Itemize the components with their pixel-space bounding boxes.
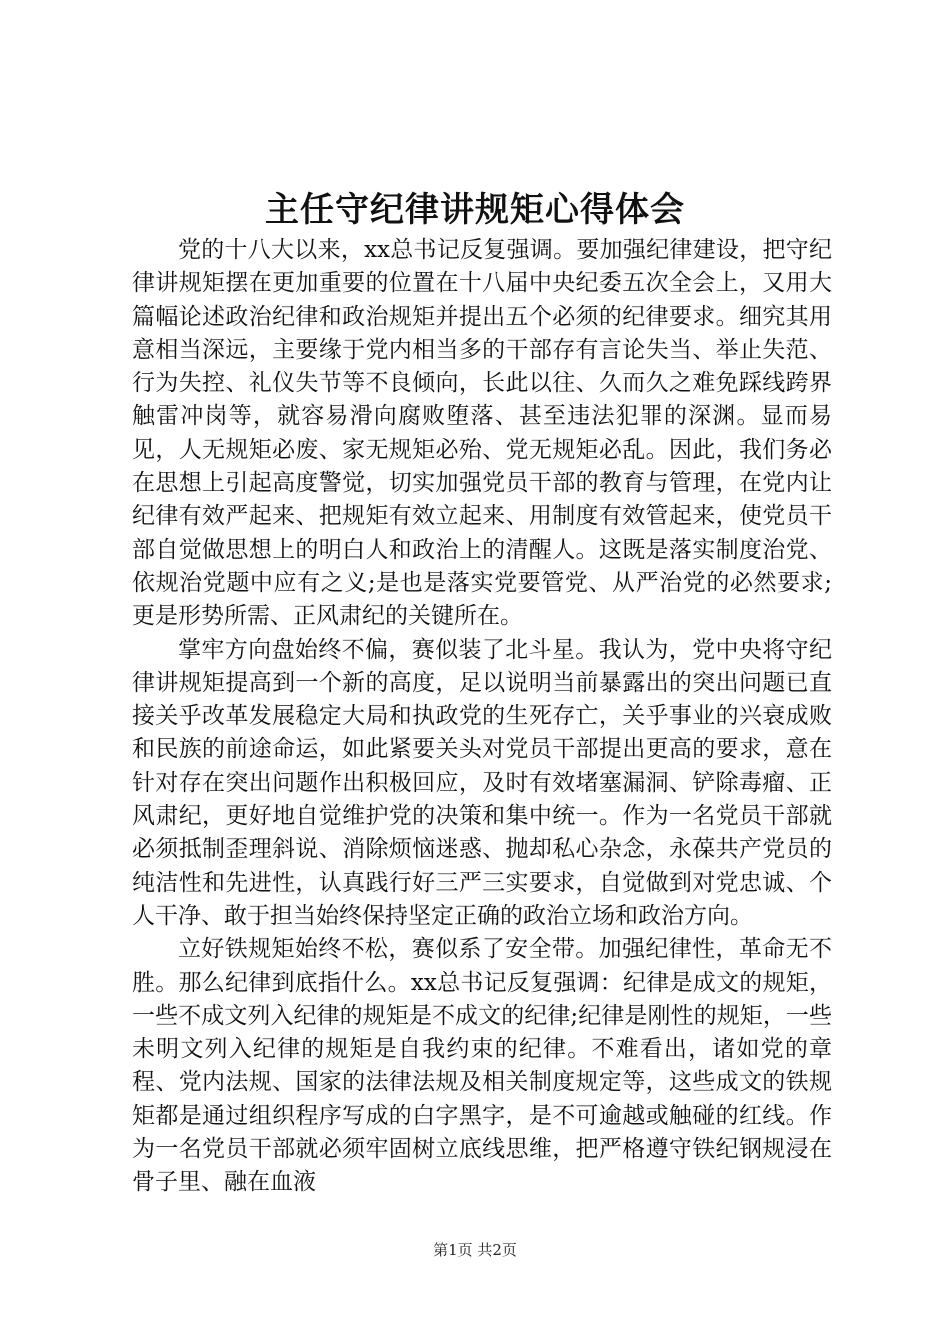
document-body	[132, 234, 832, 1200]
document-title: 主任守纪律讲规矩心得体会	[265, 190, 685, 230]
body-paragraph-3: 立好铁规矩始终不松，赛似系了安全带。加强纪律性，革命无不胜。那么纪律到底指什么。xx总书记反复强调：纪律是成文的规矩，一些不成文列入纪律的规矩是不成文的纪律;纪律是刚性的规矩，一些未明文列入纪律的规矩是自我约束的纪律。不难看出，诸如党的章程、党内法规、国家的法律法规及相关制度规定等，这些成文的铁规矩都是通过组织程序写成的白字黑字，是不可逾越或触碰的红线。作为一名党员干部就必须牢固树立底线思维，把严格遵守铁纪钢规浸在骨子里、融在血液	[132, 936, 832, 1196]
body-paragraph-2: 掌牢方向盘始终不偏，赛似装了北斗星。我认为，党中央将守纪律讲规矩提高到一个新的高度，足以说明当前暴露出的突出问题已直接关乎改革发展稳定大局和执政党的生死存亡，关乎事业的兴衰成败和民族的前途命运，如此紧要关头对党员干部提出更高的要求，意在针对存在突出问题作出积极回应，及时有效堵塞漏洞、铲除毒瘤、正风肃纪，更好地自觉维护党的决策和集中统一。作为一名党员干部就必须抵制歪理斜说、消除烦恼迷惑、抛却私心杂念，永葆共产党员的纯洁性和先进性，认真践行好三严三实要求，自觉做到对党忠诚、个人干净、敢于担当始终保持坚定正确的政治立场和政治方向。	[132, 636, 832, 929]
page-number-footer: 第1页 共2页	[433, 1241, 517, 1259]
body-paragraph-1: 党的十八大以来，xx总书记反复强调。要加强纪律建设，把守纪律讲规矩摆在更加重要的位置在十八届中央纪委五次全会上，又用大篇幅论述政治纪律和政治规矩并提出五个必须的纪律要求。细究其用意相当深远，主要缘于党内相当多的干部存有言论失当、举止失范、行为失控、礼仪失节等不良倾向，长此以往、久而久之难免踩线跨界触雷冲岗等，就容易滑向腐败堕落、甚至违法犯罪的深渊。显而易见，人无规矩必废、家无规矩必殆、党无规矩必乱。因此，我们务必在思想上引起高度警觉，切实加强党员干部的教育与管理，在党内让纪律有效严起来、把规矩有效立起来、用制度有效管起来，使党员干部自觉做思想上的明白人和政治上的清醒人。这既是落实制度治党、依规治党题中应有之义;是也是落实党要管党、从严治党的必然要求;更是形势所需、正风肃纪的关键所在。	[132, 237, 832, 630]
